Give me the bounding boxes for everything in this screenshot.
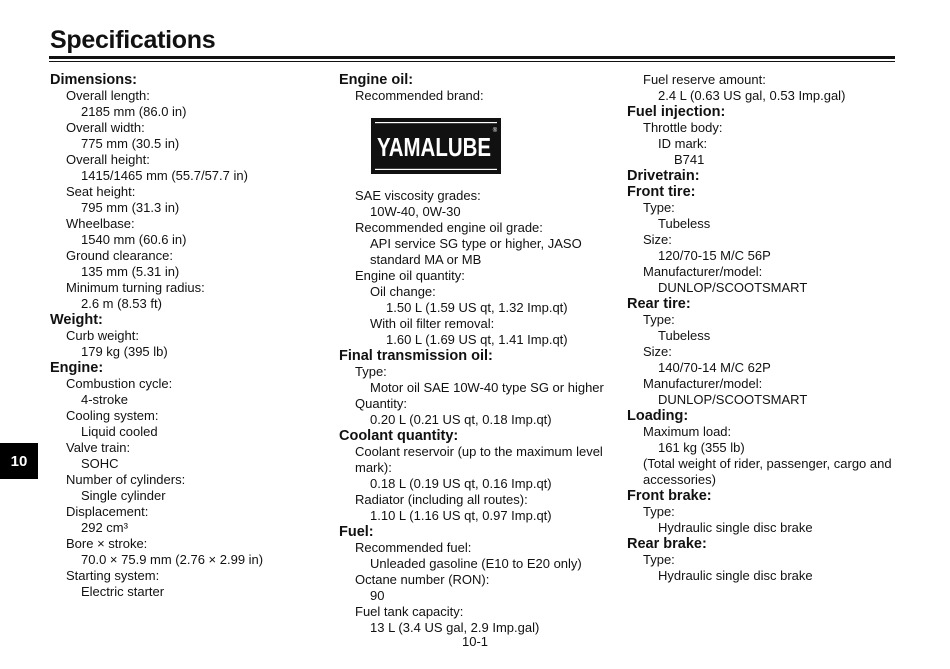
spec-value: 0.18 L (0.19 US qt, 0.16 Imp.qt) bbox=[370, 476, 552, 491]
spec-value: With oil filter removal: bbox=[370, 316, 495, 331]
spec-label: Quantity: bbox=[355, 396, 408, 411]
spec-value: ID mark: bbox=[658, 136, 708, 151]
spec-label: Displacement: bbox=[66, 504, 149, 519]
spec-label: Engine oil quantity: bbox=[355, 268, 465, 283]
title-rule-thick bbox=[49, 56, 895, 59]
spec-label: Recommended engine oil grade: bbox=[355, 220, 543, 235]
section-heading: Rear brake: bbox=[627, 536, 707, 552]
spec-label: Radiator (including all routes): bbox=[355, 492, 528, 507]
spec-value: Oil change: bbox=[370, 284, 436, 299]
spec-label: Recommended fuel: bbox=[355, 540, 472, 555]
spec-value: 1.50 L (1.59 US qt, 1.32 Imp.qt) bbox=[386, 300, 568, 315]
section-heading: Loading: bbox=[627, 408, 689, 424]
section-heading: Engine: bbox=[50, 360, 104, 376]
section-heading: Dimensions: bbox=[50, 72, 138, 88]
section-heading: Fuel injection: bbox=[627, 104, 726, 120]
spec-value: 2185 mm (86.0 in) bbox=[81, 104, 187, 119]
spec-value: 140/70-14 M/C 62P bbox=[658, 360, 771, 375]
spec-label: Curb weight: bbox=[66, 328, 139, 343]
spec-column-3 bbox=[627, 72, 917, 584]
spec-label: Bore × stroke: bbox=[66, 536, 148, 551]
spec-value: 1.60 L (1.69 US qt, 1.41 Imp.qt) bbox=[386, 332, 568, 347]
spec-value: Tubeless bbox=[658, 216, 711, 231]
section-heading: Engine oil: bbox=[339, 72, 414, 88]
title-rule-thin bbox=[49, 61, 895, 62]
section-heading: Fuel: bbox=[339, 524, 374, 540]
spec-value: API service SG type or higher, JASO bbox=[370, 236, 582, 251]
spec-label: Manufacturer/model: bbox=[643, 264, 763, 279]
spec-value: DUNLOP/SCOOTSMART bbox=[658, 280, 808, 295]
spec-value: Single cylinder bbox=[81, 488, 166, 503]
spec-label: Cooling system: bbox=[66, 408, 159, 423]
spec-label: Octane number (RON): bbox=[355, 572, 490, 587]
spec-value: 161 kg (355 lb) bbox=[658, 440, 745, 455]
spec-value: Hydraulic single disc brake bbox=[658, 568, 813, 583]
svg-text:®: ® bbox=[492, 128, 498, 134]
spec-value: Liquid cooled bbox=[81, 424, 158, 439]
spec-value: 1.10 L (1.16 US qt, 0.97 Imp.qt) bbox=[370, 508, 552, 523]
spec-value: SOHC bbox=[81, 456, 119, 471]
spec-value: B741 bbox=[674, 152, 705, 167]
spec-label: Type: bbox=[643, 504, 675, 519]
spec-value: 2.4 L (0.63 US gal, 0.53 Imp.gal) bbox=[658, 88, 846, 103]
spec-label: Overall length: bbox=[66, 88, 150, 103]
spec-label: Wheelbase: bbox=[66, 216, 135, 231]
spec-value: 10W-40, 0W-30 bbox=[370, 204, 461, 219]
spec-value: 0.20 L (0.21 US qt, 0.18 Imp.qt) bbox=[370, 412, 552, 427]
yamalube-logo-text: YAMALUBE bbox=[377, 132, 491, 162]
spec-value: 795 mm (31.3 in) bbox=[81, 200, 180, 215]
spec-value: 120/70-15 M/C 56P bbox=[658, 248, 771, 263]
spec-value: 179 kg (395 lb) bbox=[81, 344, 168, 359]
spec-label: Type: bbox=[643, 200, 675, 215]
spec-value: Electric starter bbox=[81, 584, 165, 599]
spec-value: 292 cm³ bbox=[81, 520, 128, 535]
spec-label: mark): bbox=[355, 460, 392, 475]
spec-label: Recommended brand: bbox=[355, 88, 484, 103]
spec-label: Starting system: bbox=[66, 568, 160, 583]
spec-value: standard MA or MB bbox=[370, 252, 482, 267]
section-heading: Coolant quantity: bbox=[339, 428, 459, 444]
page-number: 10-1 bbox=[461, 634, 489, 649]
section-heading: Drivetrain: bbox=[627, 168, 700, 184]
spec-value: 13 L (3.4 US gal, 2.9 Imp.gal) bbox=[370, 620, 540, 635]
spec-label: Coolant reservoir (up to the maximum level bbox=[355, 444, 603, 459]
spec-value: 2.6 m (8.53 ft) bbox=[81, 296, 162, 311]
section-heading: Weight: bbox=[50, 312, 103, 328]
spec-label: Overall height: bbox=[66, 152, 150, 167]
spec-label: Minimum turning radius: bbox=[66, 280, 205, 295]
spec-label: Number of cylinders: bbox=[66, 472, 186, 487]
spec-value: 1415/1465 mm (55.7/57.7 in) bbox=[81, 168, 248, 183]
spec-label: Type: bbox=[355, 364, 387, 379]
spec-label: Manufacturer/model: bbox=[643, 376, 763, 391]
spec-value: Motor oil SAE 10W-40 type SG or higher bbox=[370, 380, 604, 395]
spec-label: Throttle body: bbox=[643, 120, 723, 135]
spec-label: SAE viscosity grades: bbox=[355, 188, 481, 203]
section-heading: Final transmission oil: bbox=[339, 348, 493, 364]
spec-value: 4-stroke bbox=[81, 392, 128, 407]
spec-value: 1540 mm (60.6 in) bbox=[81, 232, 187, 247]
spec-label: (Total weight of rider, passenger, cargo and bbox=[643, 456, 892, 471]
chapter-tab: 10 bbox=[0, 443, 38, 479]
spec-label: accessories) bbox=[643, 472, 716, 487]
spec-label: Fuel reserve amount: bbox=[643, 72, 766, 87]
spec-label: Size: bbox=[643, 232, 672, 247]
section-heading: Front brake: bbox=[627, 488, 712, 504]
spec-label: Seat height: bbox=[66, 184, 136, 199]
spec-column-2 bbox=[339, 72, 619, 636]
page-title: Specifications bbox=[50, 26, 216, 54]
spec-label: Valve train: bbox=[66, 440, 131, 455]
spec-label: Combustion cycle: bbox=[66, 376, 173, 391]
spec-label: Size: bbox=[643, 344, 672, 359]
spec-value: 135 mm (5.31 in) bbox=[81, 264, 180, 279]
spec-label: Type: bbox=[643, 552, 675, 567]
spec-label: Overall width: bbox=[66, 120, 145, 135]
spec-label: Maximum load: bbox=[643, 424, 732, 439]
section-heading: Rear tire: bbox=[627, 296, 691, 312]
yamalube-logo bbox=[371, 118, 501, 174]
spec-label: Type: bbox=[643, 312, 675, 327]
spec-value: DUNLOP/SCOOTSMART bbox=[658, 392, 808, 407]
spec-value: Hydraulic single disc brake bbox=[658, 520, 813, 535]
spec-value: 775 mm (30.5 in) bbox=[81, 136, 180, 151]
spec-value: Tubeless bbox=[658, 328, 711, 343]
spec-label: Fuel tank capacity: bbox=[355, 604, 464, 619]
section-heading: Front tire: bbox=[627, 184, 696, 200]
spec-column-1 bbox=[50, 72, 330, 600]
spec-value: 90 bbox=[370, 588, 385, 603]
spec-label: Ground clearance: bbox=[66, 248, 173, 263]
spec-value: 70.0 × 75.9 mm (2.76 × 2.99 in) bbox=[81, 552, 264, 567]
spec-value: Unleaded gasoline (E10 to E20 only) bbox=[370, 556, 582, 571]
